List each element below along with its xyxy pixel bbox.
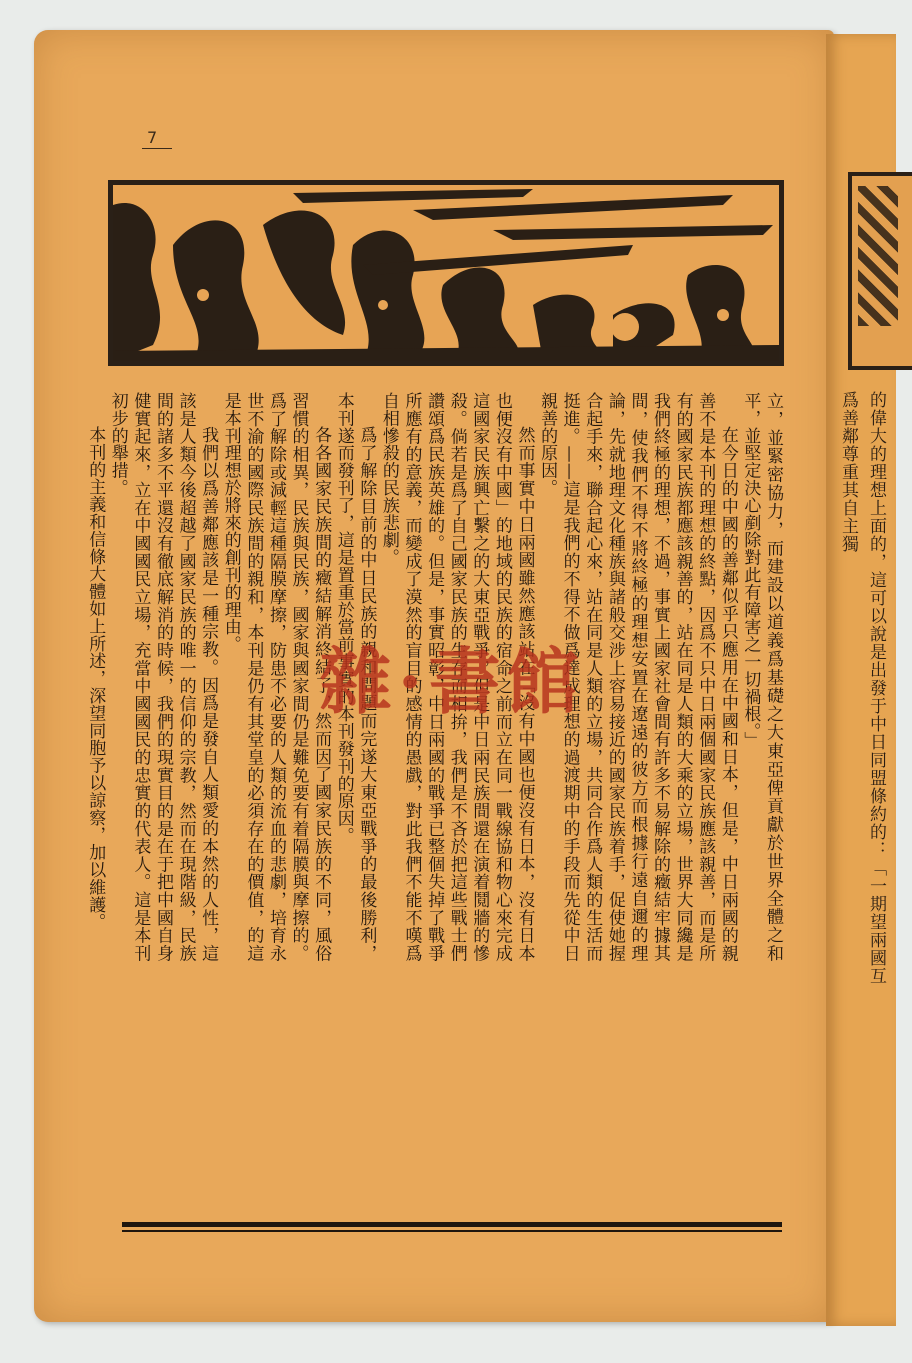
page-number-underline	[142, 148, 172, 149]
adjacent-page-banner	[848, 172, 912, 370]
paragraph-5: 各各國家民族間的癥結解消終結了，然而因了國家民族的不同，風俗習慣的相異，民族與民族，國家與國家間仍是難免要有着隔膜與摩擦的。爲了解除或減輕這種隔膜摩擦，防患不必要的人類的流血的悲劇，培育永世不渝的國際民族間的親和，本刊是仍有其堂皇的必須存在的價值，的這是本刊理想於將來的創刊的理由。	[220, 392, 332, 962]
adjacent-page-text: 的偉大的理想上面的，這可以說是出發于中日同盟條約的：「一期望兩國互爲善鄰尊重其自主獨	[838, 391, 886, 985]
paragraph-3: 然而事實中日兩國雖然應該站在「沒有中國也便沒有日本，沒有日本也便沒有中國」的地域的民族的宿命之前而立在同一戰線協和物心來完成這國家民族興亡繫之的大東亞戰爭，但是中日兩民族間還在演着鬩牆的慘殺。倘若是爲了自己國家民族的生存而相拚，我們是不吝於把這些戰士們讚頌爲民族英雄的。但是，事實昭彰，中日兩國的戰爭已整個失掉了戰爭所應有的意義，而變成了漠然的盲目的感情的愚戲，對此我們不能不嘆爲自相慘殺的民族悲劇。	[378, 392, 535, 962]
paragraph-1: 立，並緊密協力，而建設以道義爲基礎之大東亞俾貢獻於世界全體之和平，並堅定決心剷除對此有障害之一切禍根。」	[740, 392, 783, 962]
woodcut-header-illustration	[108, 180, 784, 366]
adjacent-page	[826, 34, 896, 1326]
paragraph-2: 在今日的中國的善鄰似乎只應用在中國和日本，但是，中日兩國的親善不是本刊的理想的終點，因爲不只中日兩個國家民族應該親善，而是所有的國家民族都應該親善的，站在同是人類的大乘的立場，世界大同纔是我們終極的理想，不過，事實上國家社會間有許多不易解除的癥結牢據其間，使我們不得不將終極的理想安置在遼遠的彼方而根據行遠自邇的理論，先就地理文化種族與諸般交涉上容易接近的國家民族着手，促使她握合起手來，聯合起心來，站在同是人類的立場，共同合作爲人類的生活而挺進。——這是我們的不得不做爲達成理想的過渡期中的手段而先從中日親善的原因。	[537, 392, 738, 962]
library-watermark-stamp: 雜·書館	[319, 639, 585, 724]
paragraph-7: 本刊的主義和信條大體如上所述，深望同胞予以諒察，加以維護。	[85, 426, 106, 931]
paragraph-4: 爲了解除目前的中日民族的親和問題而完遂大東亞戰爭的最後勝利，本刊遂而發刊了，這是置重於當前事實的本刊發刊的原因。	[333, 392, 377, 962]
paragraph-6: 我們以爲善鄰應該是一種宗教。因爲是發自人類愛的本然的人性，這該是人類今後超越了國家民族的唯一的信仰的宗教，然而在現階級，民族間的諸多不平還沒有徹底解消的時候，我們的現實目的是在于把中國自身健實起來，立在中國國民立場，充當中國國民的忠實的代表人。這是本刊初步的舉措。	[107, 392, 219, 962]
bottom-thick-rule	[122, 1222, 782, 1227]
page-number: 7	[147, 128, 158, 147]
woodcut-illustration-graphic	[113, 185, 779, 361]
bottom-thin-rule	[122, 1230, 782, 1232]
